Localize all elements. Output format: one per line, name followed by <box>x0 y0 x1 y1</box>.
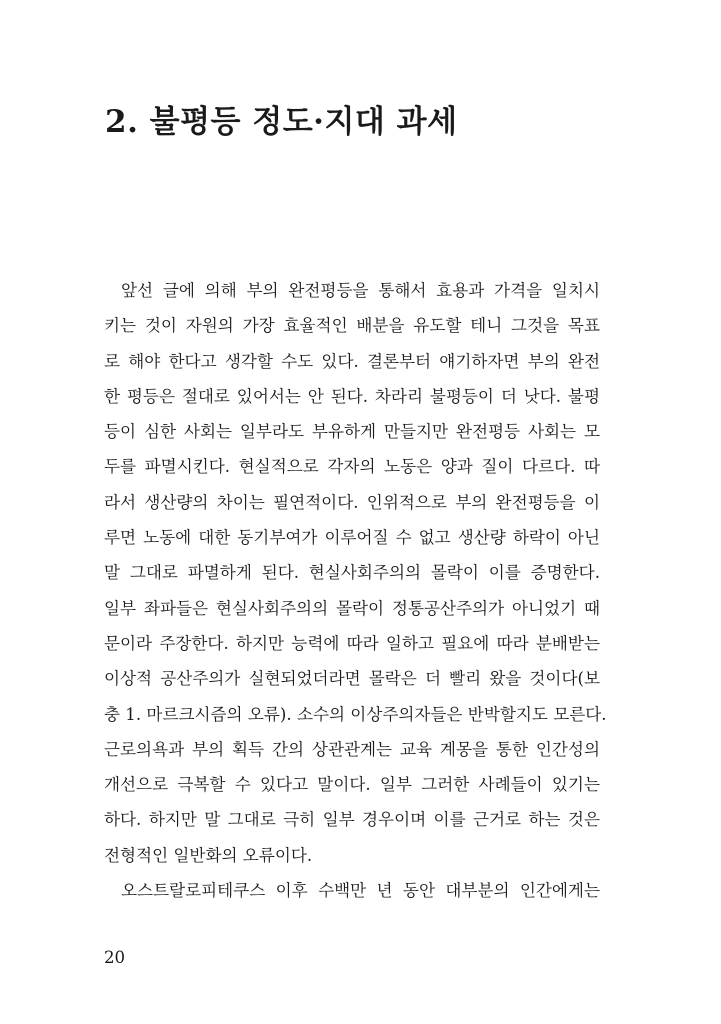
text-line: 키는 것이 자원의 가장 효율적인 배분을 유도할 테니 그것을 목표 <box>104 316 600 336</box>
text-line: 충 1. 마르크시즘의 오류). 소수의 이상주의자들은 반박할지도 모른다. <box>104 704 607 724</box>
text-line: 로 해야 한다고 생각할 수도 있다. 결론부터 얘기하자면 부의 완전 <box>104 351 600 371</box>
text-line: 전형적인 일반화의 오류이다. <box>104 845 313 865</box>
text-line: 이상적 공산주의가 실현되었더라면 몰락은 더 빨리 왔을 것이다(보 <box>104 669 600 689</box>
text-line: 말 그대로 파멸하게 된다. 현실사회주의의 몰락이 이를 증명한다. <box>104 563 600 583</box>
text-line: 등이 심한 사회는 일부라도 부유하게 만들지만 완전평등 사회는 모 <box>104 422 600 442</box>
text-line: 일부 좌파들은 현실사회주의의 몰락이 정통공산주의가 아니었기 때 <box>104 598 600 618</box>
text-line: 한 평등은 절대로 있어서는 안 된다. 차라리 불평등이 더 낫다. 불평 <box>104 386 600 406</box>
text-line: 하다. 하지만 말 그대로 극히 일부 경우이며 이를 근거로 하는 것은 <box>104 810 600 830</box>
page-number: 20 <box>104 948 126 967</box>
text-line: 개선으로 극복할 수 있다고 말이다. 일부 그러한 사례들이 있기는 <box>104 775 600 795</box>
text-line: 앞선 글에 의해 부의 완전평등을 통해서 효용과 가격을 일치시 <box>121 281 600 300</box>
section-heading: 2. 불평등 정도·지대 과세 <box>105 104 458 140</box>
text-line: 오스트랄로피테쿠스 이후 수백만 년 동안 대부분의 인간에게는 <box>121 881 600 901</box>
text-line: 근로의욕과 부의 획득 간의 상관관계는 교육 계몽을 통한 인간성의 <box>104 739 600 759</box>
text-line: 루면 노동에 대한 동기부여가 이루어질 수 없고 생산량 하락이 아닌 <box>104 528 600 548</box>
text-line: 문이라 주장한다. 하지만 능력에 따라 일하고 필요에 따라 분배받는 <box>104 633 600 653</box>
text-line: 두를 파멸시킨다. 현실적으로 각자의 노동은 양과 질이 다르다. 따 <box>104 457 600 477</box>
text-line: 라서 생산량의 차이는 필연적이다. 인위적으로 부의 완전평등을 이 <box>104 492 600 512</box>
body-paragraphs <box>104 273 607 908</box>
